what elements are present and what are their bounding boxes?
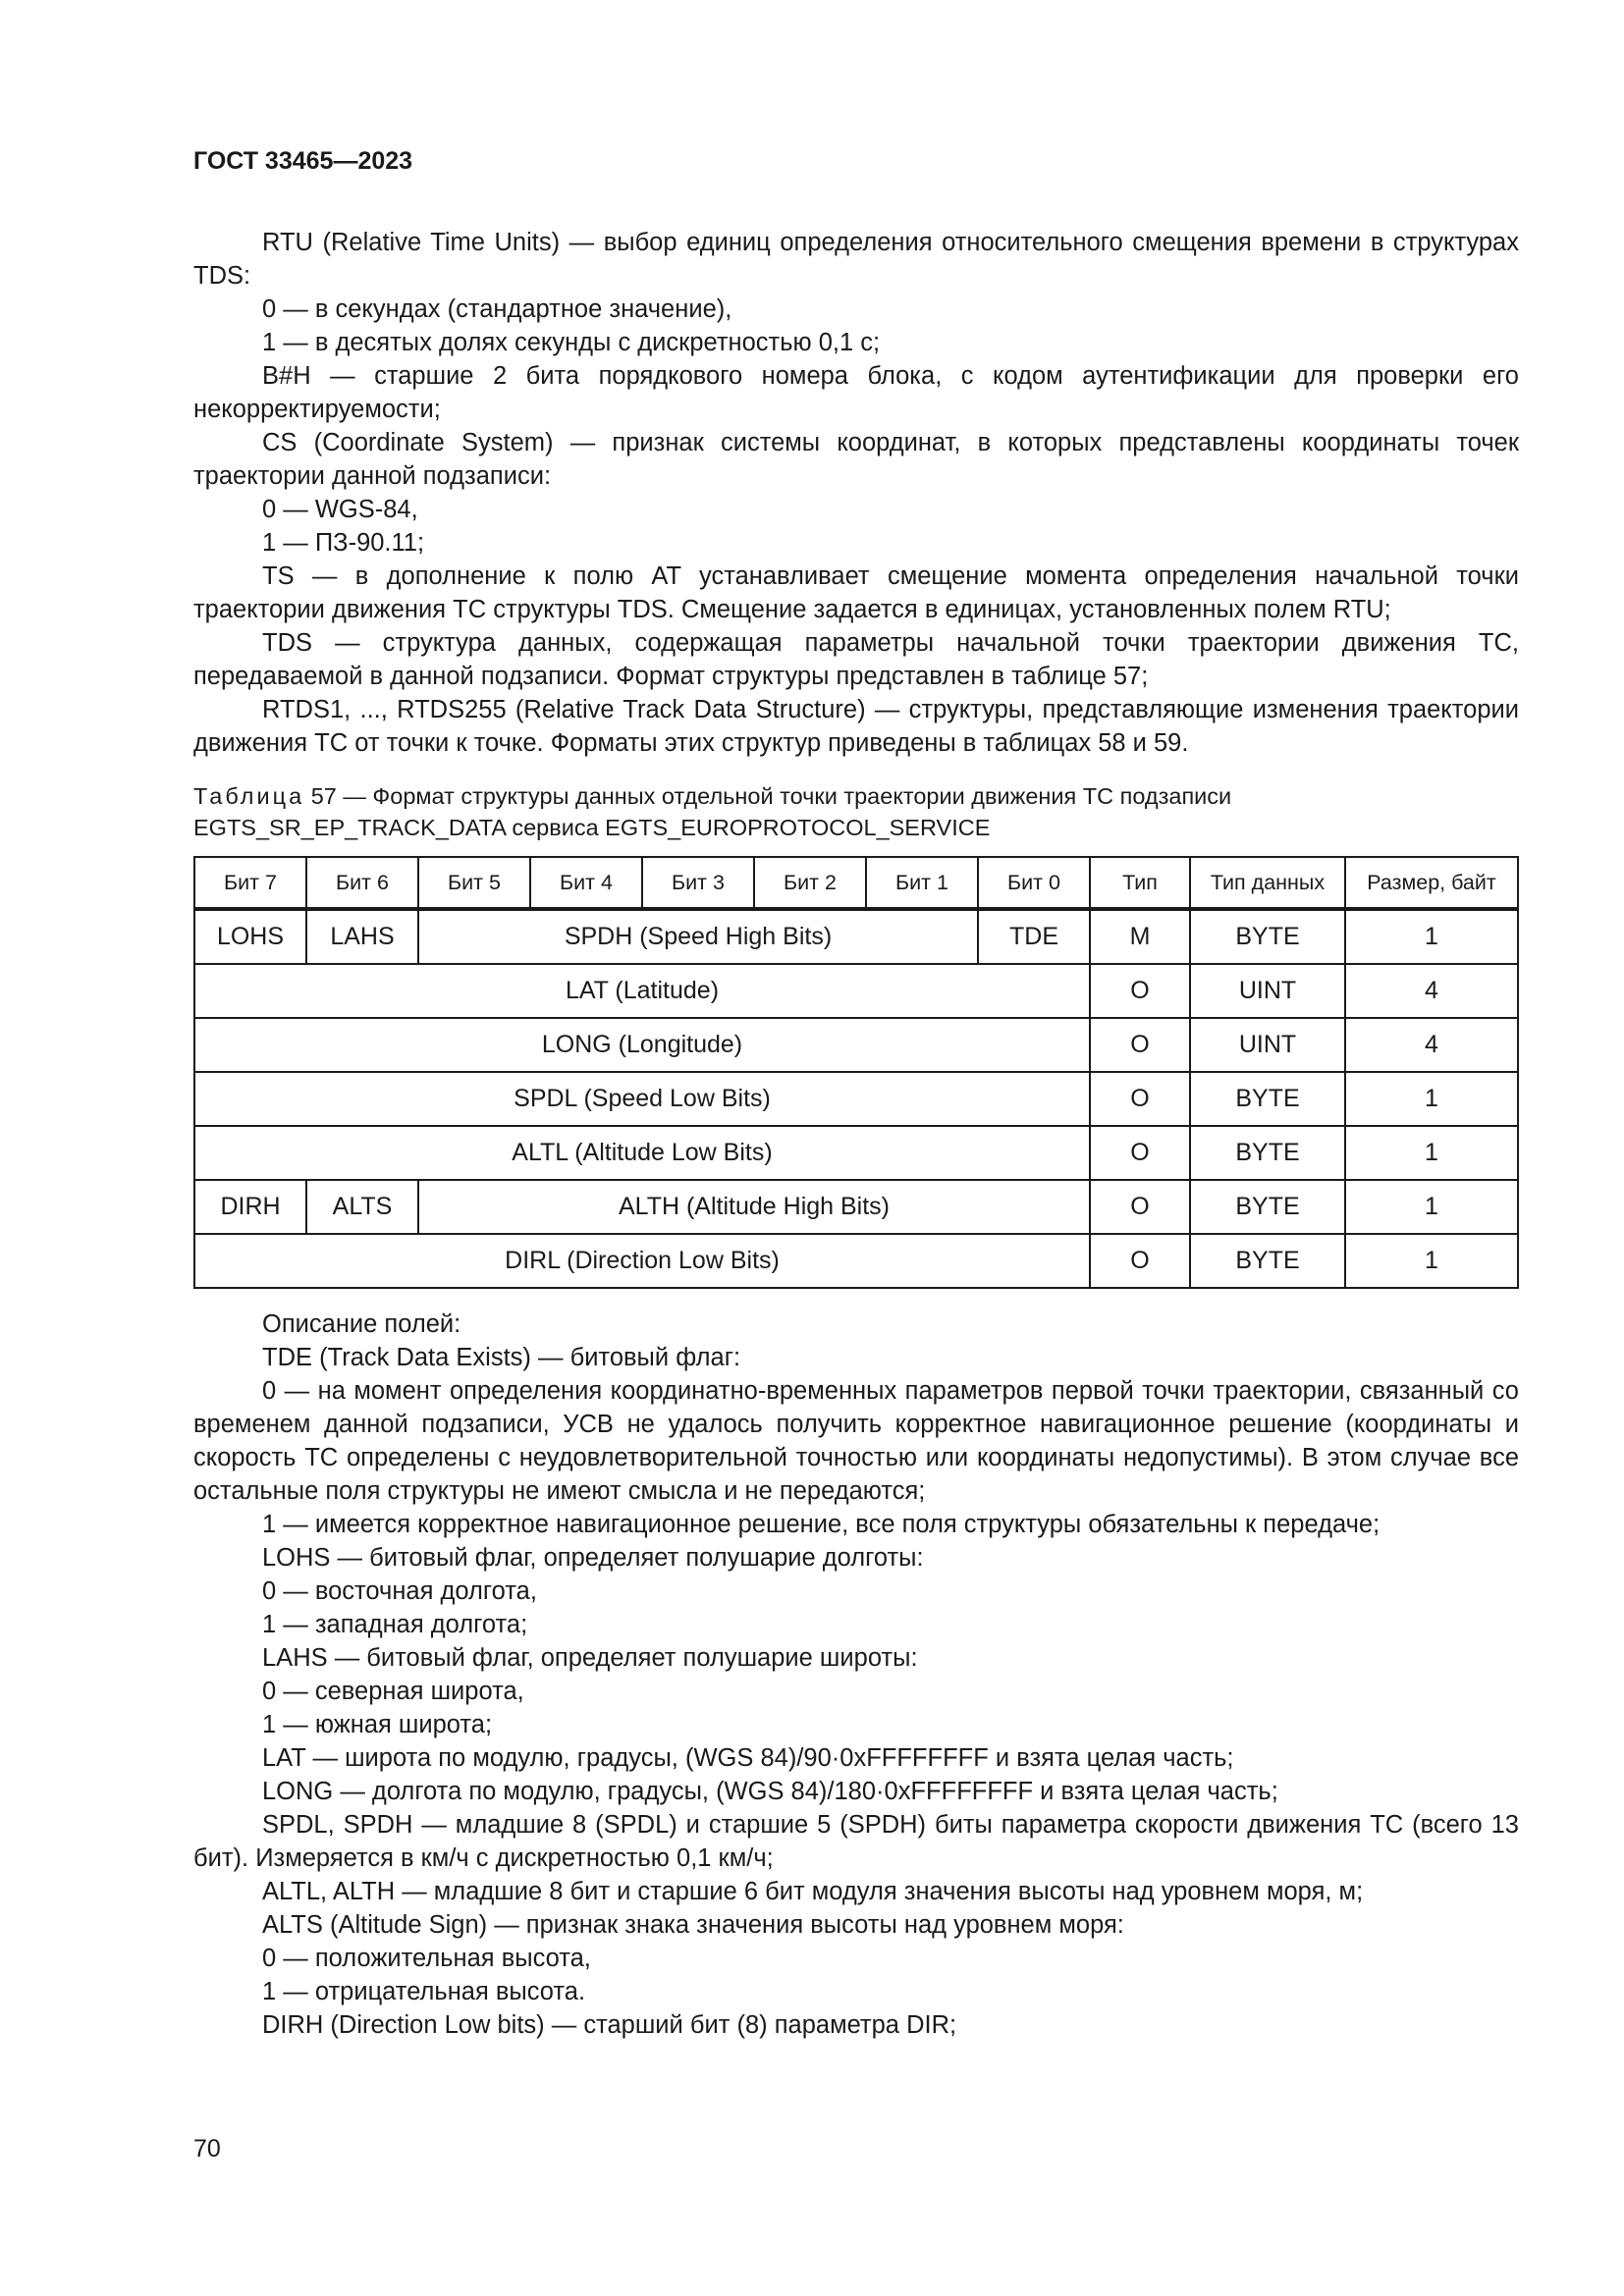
paragraph: 1 — западная долгота;: [262, 1611, 528, 1638]
header-cell: Бит 6: [306, 857, 418, 909]
type-cell: O: [1090, 1180, 1190, 1234]
type-cell: O: [1090, 964, 1190, 1018]
table-row: [194, 1072, 1518, 1126]
type-cell: O: [1090, 1072, 1190, 1126]
field-description-section: [193, 1308, 1519, 2042]
data-type-cell: BYTE: [1190, 1126, 1345, 1180]
table-cell: LAT (Latitude): [194, 964, 1090, 1018]
table-row: [194, 1018, 1518, 1072]
paragraph: 0 — восточная долгота,: [262, 1577, 537, 1605]
header-cell: Бит 7: [194, 857, 306, 909]
paragraph: RTDS1, ..., RTDS255 (Relative Track Data Structure) — структуры, представляющие изменения траектории движения ТС от точки к точке. Форматы этих структур приведены в таблицах 58 и 59.: [193, 696, 1519, 757]
paragraph: TDS — структура данных, содержащая параметры начальной точки траектории движения ТС, передаваемой в данной подзаписи. Формат структуры представлен в таблице 57;: [193, 629, 1519, 690]
paragraph: SPDL, SPDH — младшие 8 (SPDL) и старшие 5 (SPDH) биты параметра скорости движения ТС (всего 13 бит). Измеряется в км/ч с дискретностью 0,1 км/ч;: [193, 1811, 1519, 1872]
type-cell: O: [1090, 1018, 1190, 1072]
paragraph: 0 — положительная высота,: [262, 1945, 591, 1972]
size-cell: 1: [1345, 1234, 1518, 1288]
paragraph: LAHS — битовый флаг, определяет полушарие широты:: [262, 1644, 918, 1672]
paragraph: ALTL, ALTH — младшие 8 бит и старшие 6 бит модуля значения высоты над уровнем моря, м;: [262, 1878, 1364, 1905]
type-cell: O: [1090, 1126, 1190, 1180]
table-row: [194, 1126, 1518, 1180]
table-row: [194, 964, 1518, 1018]
paragraph: TS — в дополнение к полю AT устанавливает смещение момента определения начальной точки траектории движения ТС структуры TDS. Смещение задается в единицах, установленных полем RTU;: [193, 562, 1519, 623]
paragraph: 0 — северная широта,: [262, 1678, 524, 1705]
size-cell: 1: [1345, 1126, 1518, 1180]
paragraph: Описание полей:: [262, 1310, 461, 1338]
table-cell: SPDL (Speed Low Bits): [194, 1072, 1090, 1126]
paragraph: 1 — южная широта;: [262, 1711, 493, 1738]
header-cell: Бит 4: [530, 857, 642, 909]
table-caption: [193, 780, 1519, 843]
header-cell: Бит 2: [754, 857, 866, 909]
data-type-cell: BYTE: [1190, 1180, 1345, 1234]
header-cell: Бит 5: [418, 857, 530, 909]
header-cell: Бит 3: [642, 857, 754, 909]
type-cell: O: [1090, 1234, 1190, 1288]
paragraph: 0 — на момент определения координатно-временных параметров первой точки траектории, связанный со временем данной подзаписи, УСВ не удалось получить корректное навигационное решение (координаты и скорость ТС определены с неудовлетворительной точностью или координаты недопустимы). В этом случае все остальные поля структуры не имеют смысла и не передаются;: [193, 1377, 1519, 1505]
table-cell: ALTH (Altitude High Bits): [418, 1180, 1090, 1234]
paragraph: CS (Coordinate System) — признак системы координат, в которых представлены координаты точек траектории данной подзаписи:: [193, 429, 1519, 490]
paragraph: LOHS — битовый флаг, определяет полушарие долготы:: [262, 1544, 924, 1572]
doc-header: ГОСТ 33465—2023: [193, 147, 413, 175]
table-caption-text: 57 — Формат структуры данных отдельной точки траектории движения ТС подзаписи EGTS_SR_EP_TRACK_DATA сервиса EGTS_EUROPROTOCOL_SERVICE: [193, 783, 1232, 840]
table-header-row: [194, 857, 1518, 909]
table-cell: LAHS: [306, 909, 418, 964]
table-row: [194, 1234, 1518, 1288]
size-cell: 1: [1345, 1180, 1518, 1234]
paragraph: DIRH (Direction Low bits) — старший бит (8) параметра DIR;: [262, 2011, 957, 2039]
paragraph: LAT — широта по модулю, градусы, (WGS 84)/90·0xFFFFFFFF и взята целая часть;: [262, 1744, 1234, 1772]
table-cell: TDE: [978, 909, 1090, 964]
table-cell: DIRL (Direction Low Bits): [194, 1234, 1090, 1288]
table-cell: SPDH (Speed High Bits): [418, 909, 978, 964]
paragraph: TDE (Track Data Exists) — битовый флаг:: [262, 1344, 741, 1371]
table-row: [194, 909, 1518, 964]
paragraph: 0 — в секундах (стандартное значение),: [262, 295, 732, 323]
size-cell: 4: [1345, 964, 1518, 1018]
table-cell: ALTL (Altitude Low Bits): [194, 1126, 1090, 1180]
header-cell: Тип: [1090, 857, 1190, 909]
intro-section: [193, 226, 1519, 760]
paragraph: B#H — старшие 2 бита порядкового номера блока, с кодом аутентификации для проверки его некорректируемости;: [193, 362, 1519, 423]
paragraph: 0 — WGS-84,: [262, 496, 418, 523]
table-cell: DIRH: [194, 1180, 306, 1234]
paragraph: ALTS (Altitude Sign) — признак знака значения высоты над уровнем моря:: [262, 1911, 1124, 1939]
type-cell: M: [1090, 909, 1190, 964]
paragraph: 1 — в десятых долях секунды с дискретностью 0,1 с;: [262, 329, 881, 356]
format-table: [193, 856, 1519, 1289]
size-cell: 4: [1345, 1018, 1518, 1072]
table-cell: LONG (Longitude): [194, 1018, 1090, 1072]
table-row: [194, 1180, 1518, 1234]
data-type-cell: BYTE: [1190, 909, 1345, 964]
header-cell: Тип данных: [1190, 857, 1345, 909]
header-cell: Размер, байт: [1345, 857, 1518, 909]
paragraph: 1 — имеется корректное навигационное решение, все поля структуры обязательны к передаче;: [262, 1511, 1380, 1538]
header-cell: Бит 0: [978, 857, 1090, 909]
data-type-cell: BYTE: [1190, 1234, 1345, 1288]
table-cell: LOHS: [194, 909, 306, 964]
data-type-cell: BYTE: [1190, 1072, 1345, 1126]
paragraph: RTU (Relative Time Units) — выбор единиц определения относительного смещения времени в структурах TDS:: [193, 229, 1519, 290]
header-cell: Бит 1: [866, 857, 978, 909]
paragraph: LONG — долгота по модулю, градусы, (WGS 84)/180·0xFFFFFFFF и взята целая часть;: [262, 1778, 1278, 1805]
table-cell: ALTS: [306, 1180, 418, 1234]
data-type-cell: UINT: [1190, 964, 1345, 1018]
page-number: 70: [193, 2135, 221, 2163]
paragraph: 1 — ПЗ-90.11;: [262, 529, 425, 557]
data-type-cell: UINT: [1190, 1018, 1345, 1072]
table-caption-label: Таблица: [193, 783, 305, 809]
size-cell: 1: [1345, 909, 1518, 964]
size-cell: 1: [1345, 1072, 1518, 1126]
paragraph: 1 — отрицательная высота.: [262, 1978, 586, 2005]
